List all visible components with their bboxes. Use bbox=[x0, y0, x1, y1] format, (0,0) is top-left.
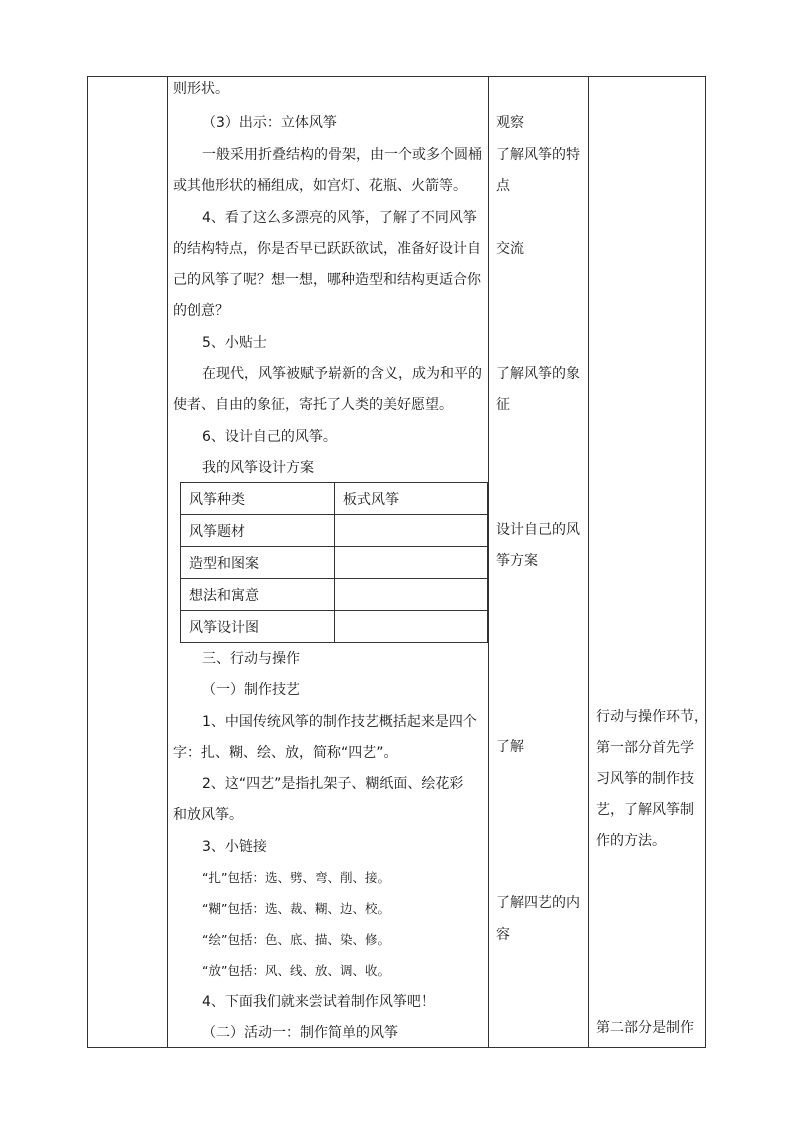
design-intent-line: 艺，了解风筝制 bbox=[596, 802, 694, 818]
table-row bbox=[181, 547, 488, 579]
content-line: “糊”包括：选、裁、糊、边、校。 bbox=[202, 901, 390, 916]
table-cell bbox=[335, 579, 488, 611]
table-cell bbox=[335, 611, 488, 643]
table-cell: 想法和寓意 bbox=[181, 579, 335, 611]
table-row bbox=[181, 611, 488, 643]
student-activity-line: 了解 bbox=[496, 739, 524, 755]
content-line: 4、看了这么多漂亮的风筝，了解了不同风筝 bbox=[202, 210, 477, 226]
plan-table-title: 我的风筝设计方案 bbox=[202, 460, 314, 476]
content-line: 4、下面我们就来尝试着制作风筝吧！ bbox=[202, 994, 435, 1010]
student-activity-line: 设计自己的风 bbox=[496, 522, 580, 538]
student-activity-line: 点 bbox=[496, 178, 510, 194]
content-line: 和放风筝。 bbox=[173, 807, 243, 823]
table-row bbox=[181, 515, 488, 547]
design-intent-line: 第一部分首先学 bbox=[596, 740, 694, 756]
column-divider-3 bbox=[588, 76, 589, 1048]
content-line: （二）活动一：制作简单的风筝 bbox=[202, 1025, 398, 1041]
table-cell: 造型和图案 bbox=[181, 547, 335, 579]
content-line: 2、这“四艺”是指扎架子、糊纸面、绘花彩 bbox=[202, 776, 464, 792]
content-line: 字：扎、糊、绘、放，简称“四艺”。 bbox=[173, 745, 398, 761]
student-activity-line: 了解风筝的象 bbox=[496, 366, 580, 382]
content-line: 1、中国传统风筝的制作技艺概括起来是四个 bbox=[202, 714, 477, 730]
content-line: 己的风筝了呢？想一想，哪种造型和结构更适合你 bbox=[173, 272, 481, 288]
kite-design-plan-table bbox=[180, 482, 488, 643]
content-line: 或其他形状的桶组成，如宫灯、花瓶、火箭等。 bbox=[173, 178, 467, 194]
design-intent-line: 第二部分是制作 bbox=[596, 1020, 694, 1036]
student-activity-line: 了解风筝的特 bbox=[496, 147, 580, 163]
design-intent-line: 习风筝的制作技 bbox=[596, 771, 694, 787]
student-activity-line: 征 bbox=[496, 397, 510, 413]
content-line: （3）出示：立体风筝 bbox=[202, 115, 337, 131]
design-intent-line: 行动与操作环节， bbox=[596, 709, 708, 725]
table-row bbox=[181, 579, 488, 611]
table-cell bbox=[335, 515, 488, 547]
design-intent-line: 作的方法。 bbox=[596, 833, 666, 849]
student-activity-line: 容 bbox=[496, 927, 510, 943]
table-cell: 板式风筝 bbox=[335, 483, 488, 515]
content-line: 一般采用折叠结构的骨架，由一个或多个圆桶 bbox=[202, 147, 482, 163]
table-cell: 风筝种类 bbox=[181, 483, 335, 515]
subsection-heading: （一）制作技艺 bbox=[202, 682, 300, 698]
content-line: “绘”包括：色、底、描、染、修。 bbox=[202, 932, 390, 947]
student-activity-line: 交流 bbox=[496, 241, 524, 257]
content-line: “放”包括：风、线、放、调、收。 bbox=[202, 963, 390, 978]
student-activity-line: 观察 bbox=[496, 115, 524, 131]
table-cell bbox=[335, 547, 488, 579]
content-line: 的结构特点，你是否早已跃跃欲试，准备好设计自 bbox=[173, 241, 481, 257]
content-line: 在现代，风筝被赋予崭新的含义，成为和平的 bbox=[202, 366, 482, 382]
content-line: 3、小链接 bbox=[202, 839, 267, 855]
content-line: 5、小贴士 bbox=[202, 335, 267, 351]
content-line: 的创意？ bbox=[173, 303, 229, 319]
table-cell: 风筝题材 bbox=[181, 515, 335, 547]
content-line: “扎”包括：选、劈、弯、削、接。 bbox=[202, 870, 390, 885]
content-line: 则形状。 bbox=[173, 81, 229, 97]
column-divider-2 bbox=[488, 76, 489, 1048]
table-cell: 风筝设计图 bbox=[181, 611, 335, 643]
content-line: 使者、自由的象征，寄托了人类的美好愿望。 bbox=[173, 397, 453, 413]
student-activity-line: 筝方案 bbox=[496, 553, 538, 569]
student-activity-line: 了解四艺的内 bbox=[496, 895, 580, 911]
section-heading: 三、行动与操作 bbox=[202, 651, 300, 667]
content-line: 6、设计自己的风筝。 bbox=[202, 429, 337, 445]
column-divider-1 bbox=[167, 76, 168, 1048]
table-row bbox=[181, 483, 488, 515]
